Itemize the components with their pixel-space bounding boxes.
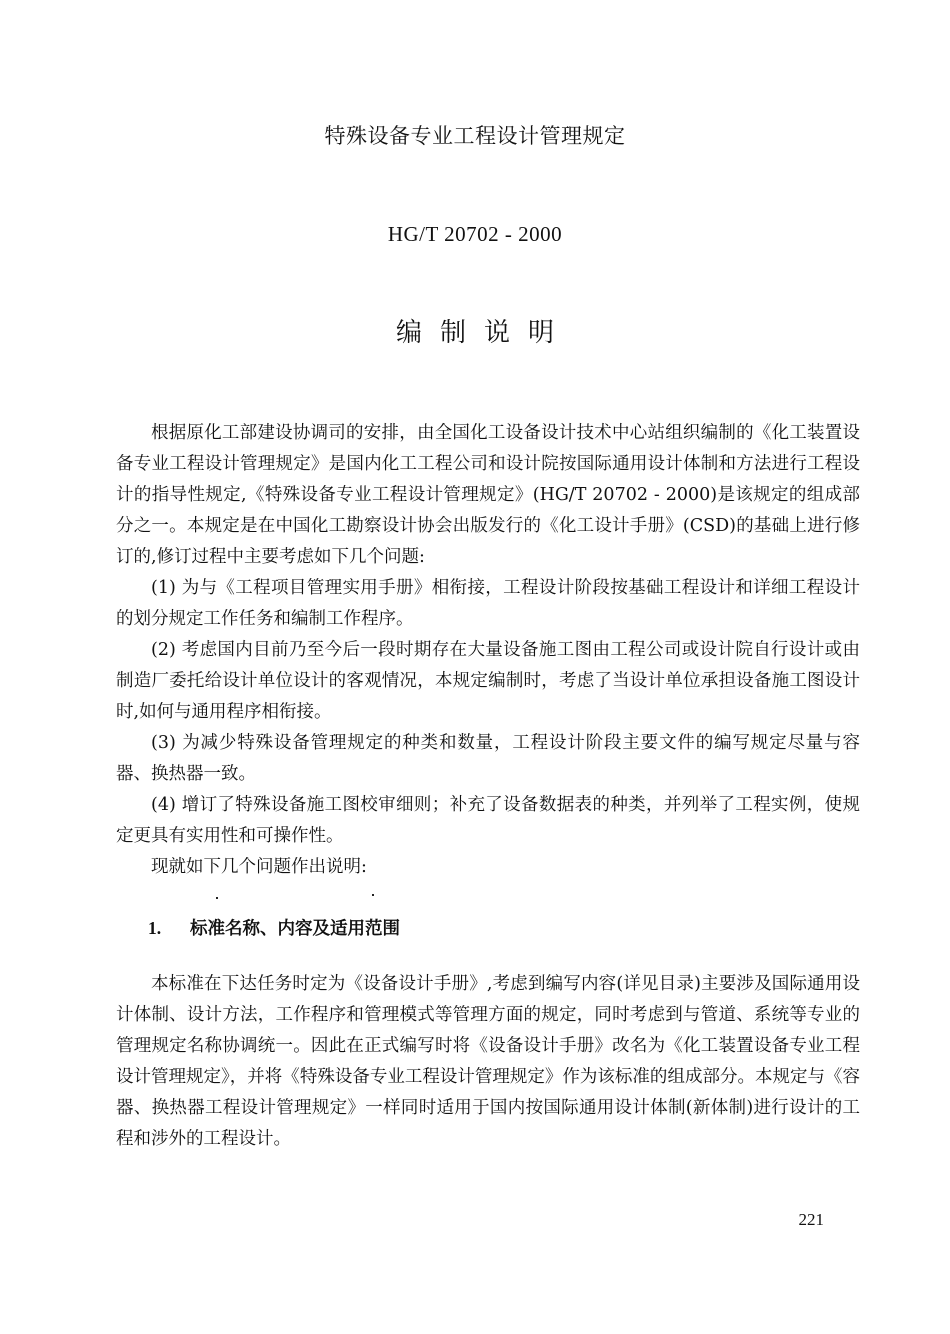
- page-number: 221: [798, 1210, 824, 1229]
- paragraph: (1) 为与《工程项目管理实用手册》相衔接，工程设计阶段按基础工程设计和详细工程设计的划分规定工作任务和编制工作程序。: [116, 578, 860, 629]
- subsection-heading: [148, 913, 400, 944]
- document-title: 特殊设备专业工程设计管理规定: [324, 124, 626, 148]
- subsection-number: 1.: [148, 918, 162, 938]
- paragraph: 本标准在下达任务时定为《设备设计手册》,考虑到编写内容(详见目录)主要涉及国际通用设计体制、设计方法，工作程序和管理模式等管理方面的规定，同时考虑到与管道、系统等专业的管理规定名称协调统一。因此在正式编写时将《设备设计手册》改名为《化工装置设备专业工程设计管理规定》，并将《特殊设备专业工程设计管理规定》作为该标准的组成部分。本规定与《容器、换热器工程设计管理规定》一样同时适用于国内按国际通用设计体制(新体制)进行设计的工程和涉外的工程设计。: [116, 974, 860, 1149]
- paragraph: (3) 为减少特殊设备管理规定的种类和数量，工程设计阶段主要文件的编写规定尽量与容器、换热器一致。: [116, 733, 860, 784]
- scan-speck: [372, 894, 374, 896]
- paragraph: (2) 考虑国内目前乃至今后一段时期存在大量设备施工图由工程公司或设计院自行设计或由制造厂委托给设计单位设计的客观情况，本规定编制时，考虑了当设计单位承担设备施工图设计时,如何与通用程序相衔接。: [116, 640, 860, 722]
- subsection-title: 标准名称、内容及适用范围: [190, 919, 400, 939]
- scan-speck: [216, 897, 218, 899]
- intro-text: [116, 418, 860, 883]
- section-heading: 编制说明: [395, 318, 572, 348]
- paragraph: 根据原化工部建设协调司的安排，由全国化工设备设计技术中心站组织编制的《化工装置设备专业工程设计管理规定》是国内化工工程公司和设计院按国际通用设计体制和方法进行工程设计的指导性规定,《特殊设备专业工程设计管理规定》(HG/T 20702 - 2000)是该规定的组成部分之一。本规定是在中国化工勘察设计协会出版发行的《化工设计手册》(CSD)的基础上进行修订的,修订过程中主要考虑如下几个问题:: [116, 423, 860, 567]
- subsection-text: [116, 969, 860, 1155]
- paragraph: 现就如下几个问题作出说明:: [151, 857, 367, 877]
- standard-code: HG/T 20702 - 2000: [387, 222, 563, 246]
- paragraph: (4) 增订了特殊设备施工图校审细则；补充了设备数据表的种类，并列举了工程实例，使规定更具有实用性和可操作性。: [116, 795, 860, 846]
